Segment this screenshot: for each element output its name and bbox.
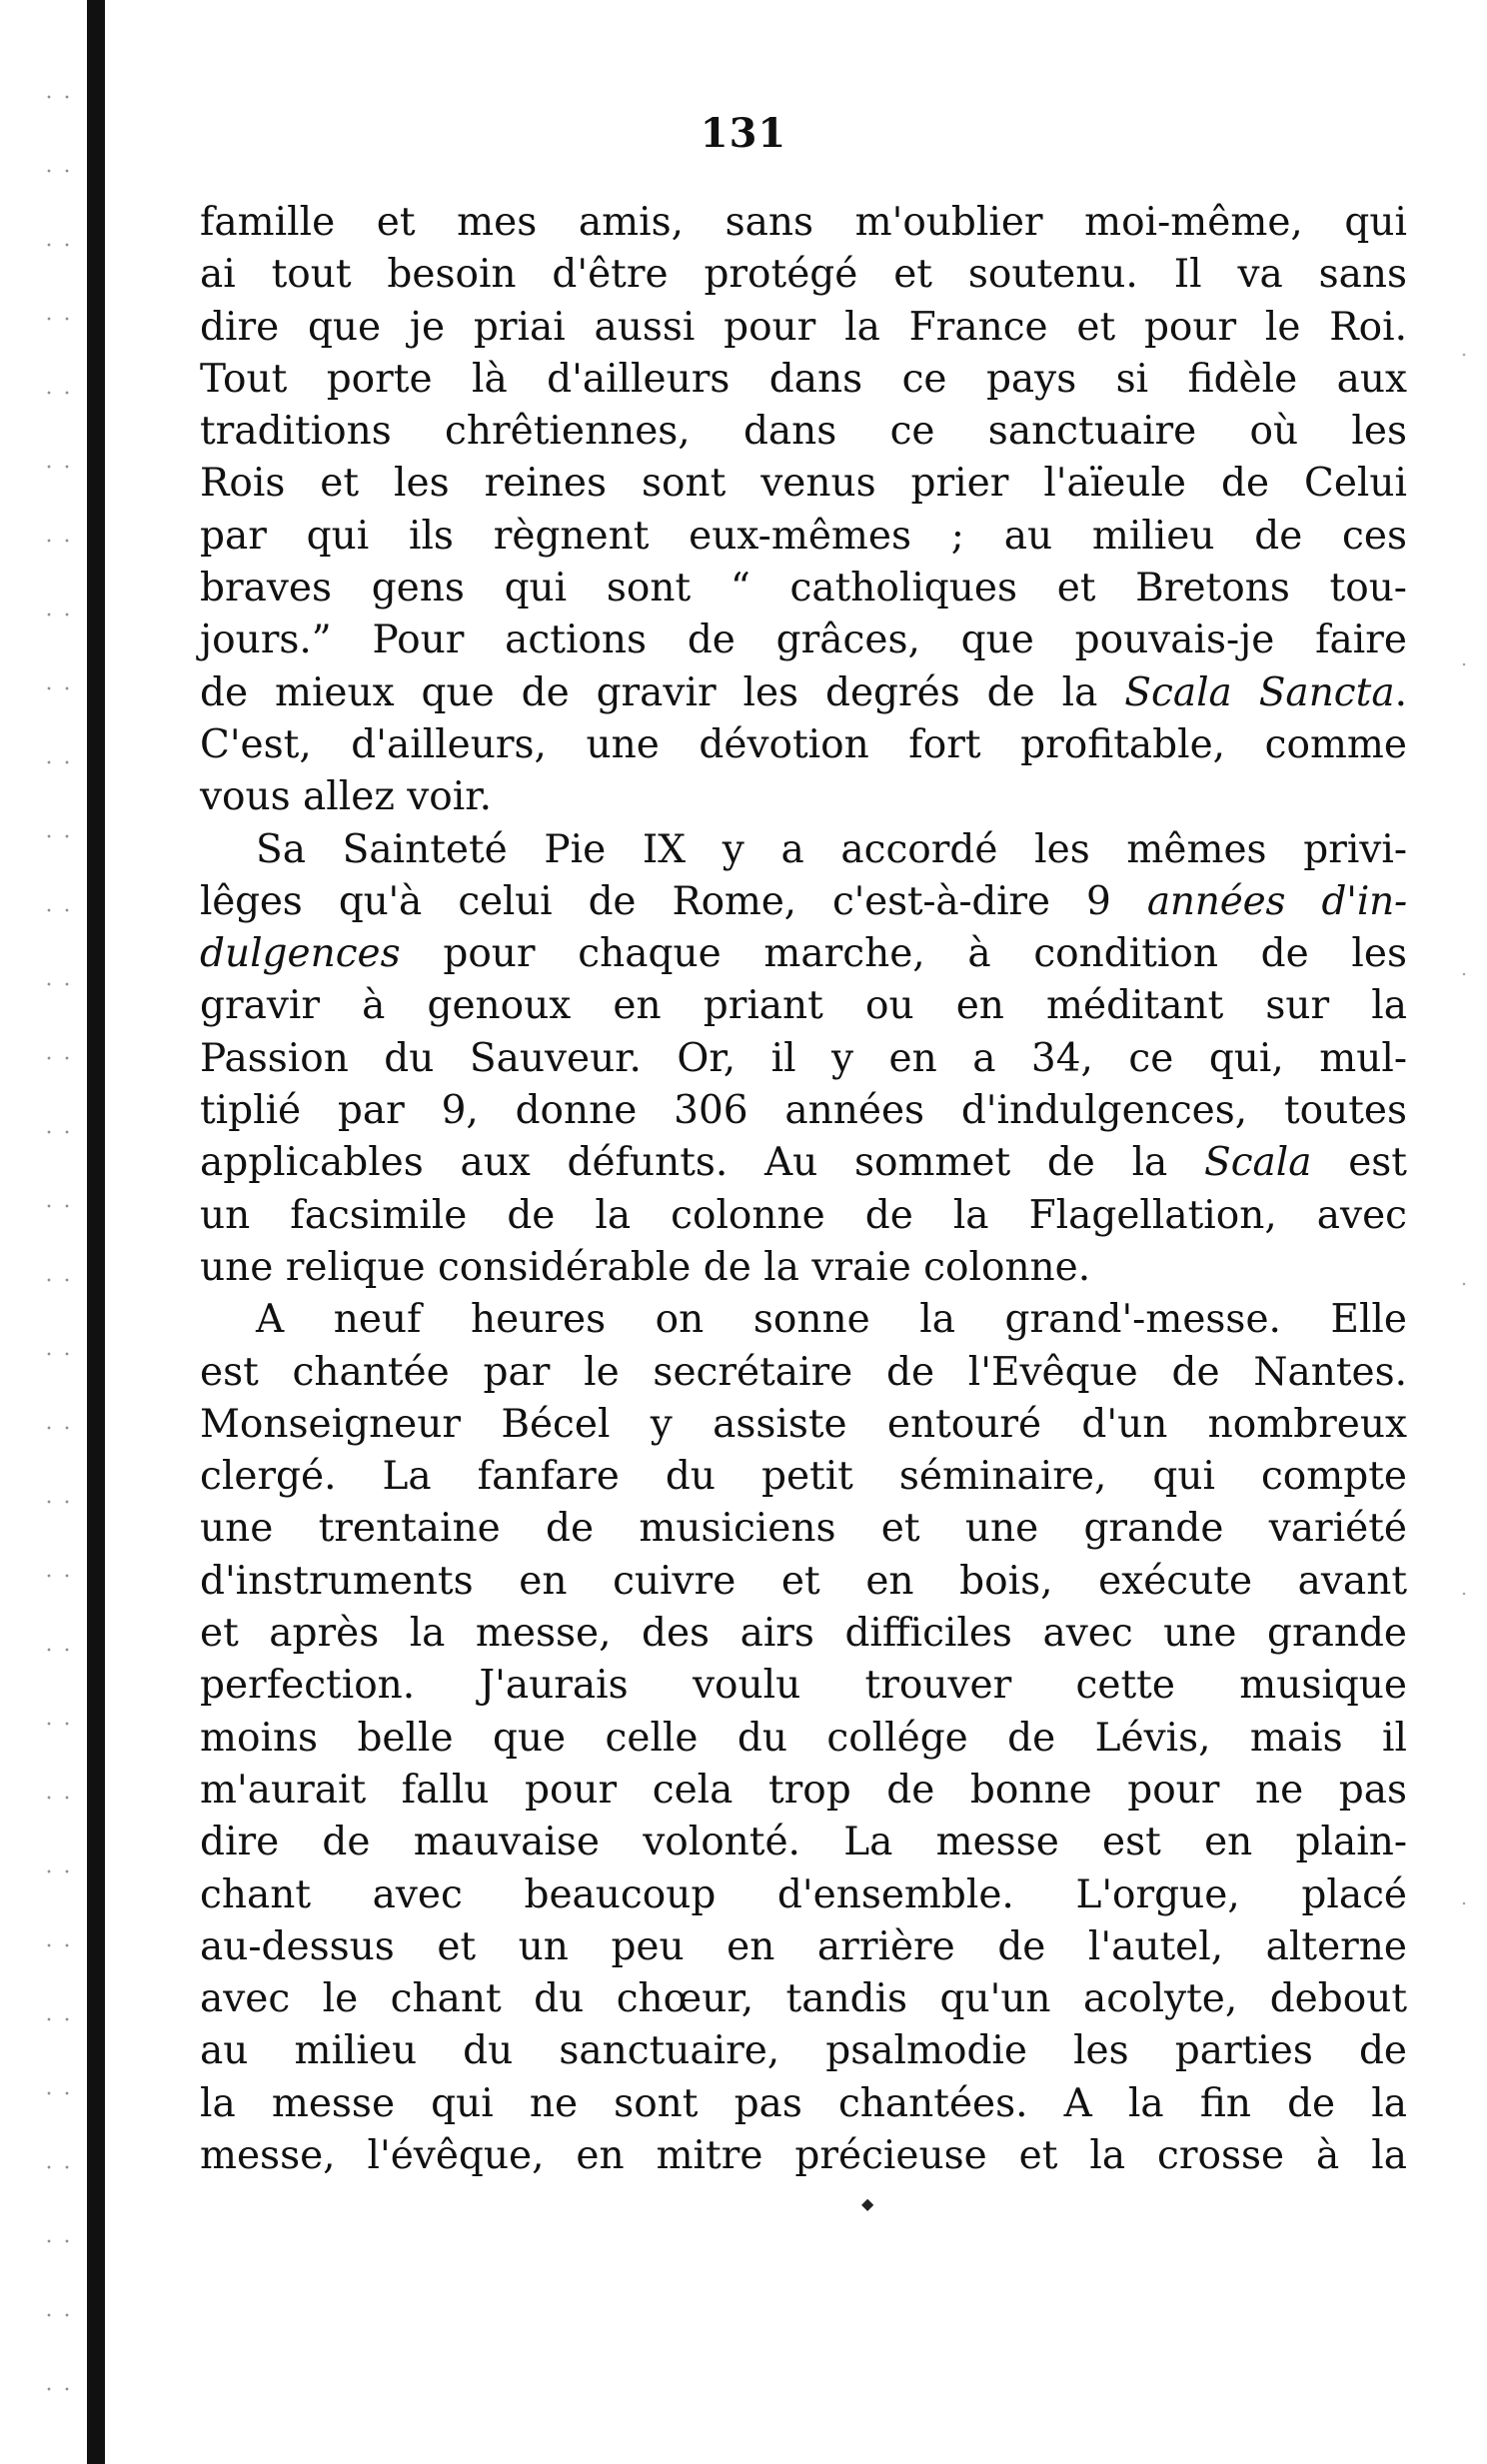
text-line: C'est, d'ailleurs, une dévotion fort profitable, comme [200,721,1407,767]
text-line: A neuf heures on sonne la grand'-messe. Elle [256,1297,1407,1343]
text-line: la messe qui ne sont pas chantées. A la fin de la [200,2080,1407,2126]
text-line: est chantée par le secrétaire de l'Evêque de Nantes. [200,1349,1407,1395]
text-line: moins belle que celle du collége de Lévis, mais il [200,1715,1407,1761]
text-line: Rois et les reines sont venus prier l'aïeule de Celui [200,461,1407,507]
text-line: messe, l'évêque, en mitre précieuse et la crosse à la [200,2132,1407,2178]
text-line: clergé. La fanfare du petit séminaire, qui compte [200,1454,1407,1500]
page-spine-shadow [87,0,105,2464]
text-line: applicables aux défunts. Au sommet de la Scala est [200,1140,1407,1186]
margin-specks-right [1454,200,1474,2098]
margin-specks-left [40,60,80,2408]
text-line: lêges qu'à celui de Rome, c'est-à-dire 9 années d'in- [200,878,1407,924]
printer-mark: ◆ [861,2194,874,2213]
text-line: chant avec beaucoup d'ensemble. L'orgue, placé [200,1871,1407,1917]
text-line: d'instruments en cuivre et en bois, exécute avant [200,1558,1407,1604]
body-text [200,197,1407,2182]
text-line: ai tout besoin d'être protégé et soutenu. Il va sans [200,252,1407,298]
text-line: au milieu du sanctuaire, psalmodie les parties de [200,2028,1407,2074]
text-line: gravir à genoux en priant ou en méditant sur la [200,983,1407,1029]
text-line: au-dessus et un peu en arrière de l'autel, alterne [200,1923,1407,1969]
page-number: 131 [700,110,787,157]
text-line: Sa Sainteté Pie IX y a accordé les mêmes privi- [256,826,1407,872]
text-line: et après la messe, des airs difficiles avec une grande [200,1611,1407,1657]
text-line: une trentaine de musiciens et une grande variété [200,1506,1407,1552]
text-line: m'aurait fallu pour cela trop de bonne pour ne pas [200,1767,1407,1813]
text-line: dire de mauvaise volonté. La messe est en plain- [200,1820,1407,1865]
text-line: traditions chrêtiennes, dans ce sanctuaire où les [200,409,1407,455]
text-line: Passion du Sauveur. Or, il y en a 34, ce qui, mul- [200,1035,1407,1081]
text-line: dire que je priai aussi pour la France et pour le Roi. [200,304,1407,350]
text-line: une relique considérable de la vraie colonne. [200,1244,1091,1290]
text-line: dulgences pour chaque marche, à condition de les [200,931,1407,977]
text-line: Tout porte là d'ailleurs dans ce pays si fidèle aux [200,356,1407,402]
text-line: Monseigneur Bécel y assiste entouré d'un nombreux [200,1401,1407,1447]
text-line: avec le chant du chœur, tandis qu'un acolyte, debout [200,1976,1407,2022]
text-line: braves gens qui sont “ catholiques et Bretons tou- [200,566,1407,612]
text-line: famille et mes amis, sans m'oublier moi-même, qui [200,200,1407,245]
text-line: jours.” Pour actions de grâces, que pouvais-je faire [200,617,1407,663]
text-line: de mieux que de gravir les degrés de la Scala Sancta. [200,669,1407,715]
text-line: par qui ils règnent eux-mêmes ; au milieu de ces [200,513,1407,559]
text-line: perfection. J'aurais voulu trouver cette musique [200,1663,1407,1709]
text-line: tiplié par 9, donne 306 années d'indulgences, toutes [200,1088,1407,1134]
text-line: un facsimile de la colonne de la Flagellation, avec [200,1192,1407,1238]
text-line: vous allez voir. [200,774,493,820]
